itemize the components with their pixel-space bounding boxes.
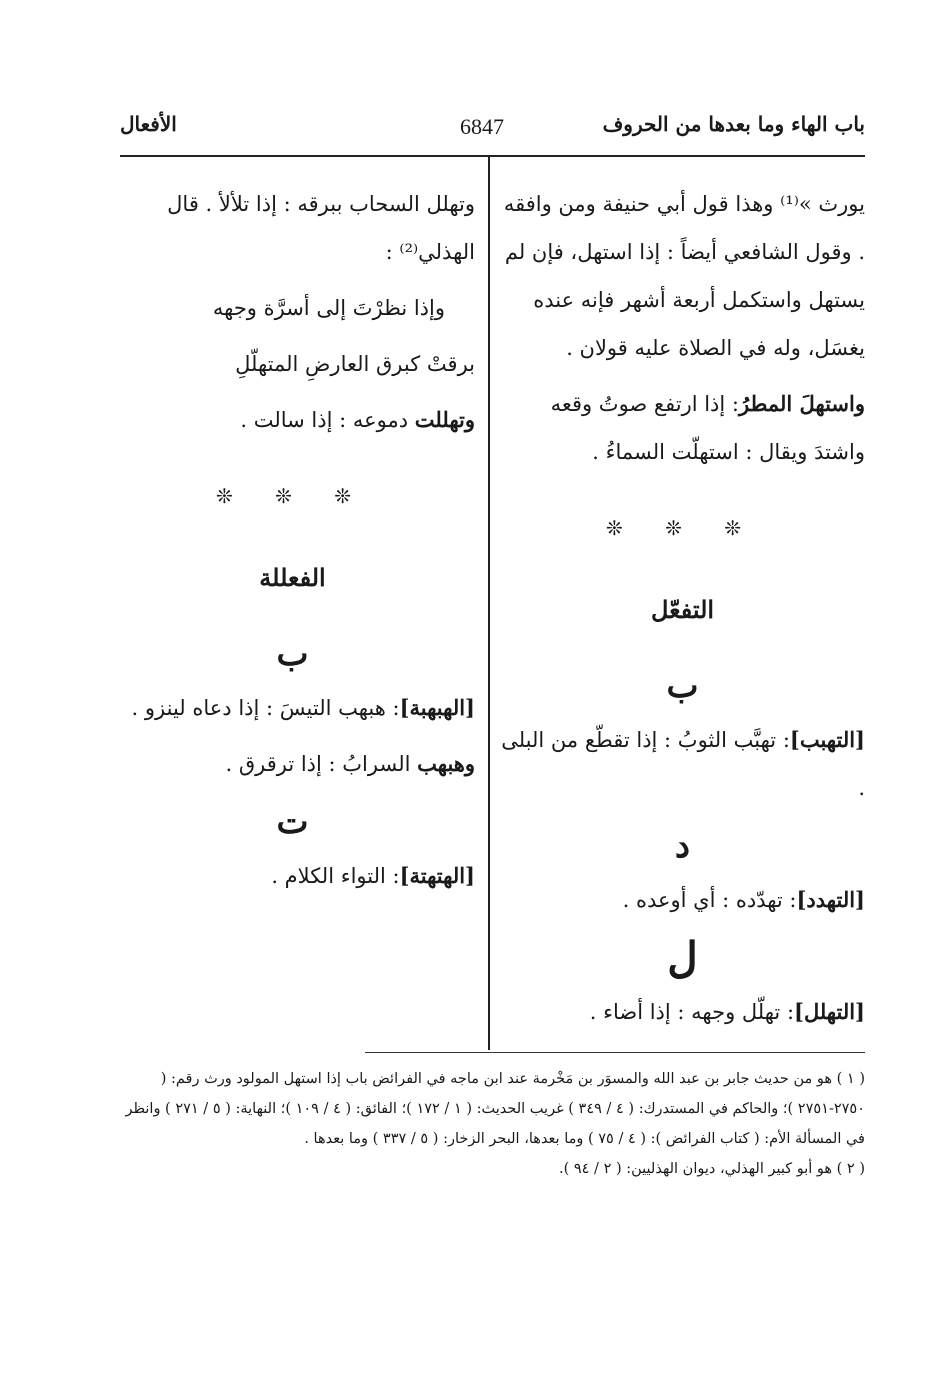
entry-text: : تهبَّب الثوبُ : إذا تقطّع من البلى . [501, 728, 865, 800]
section-heading: الفعللة [259, 563, 326, 592]
entry-headword: [الهبهبة] [399, 695, 475, 720]
entry-text: : تهلّل وجهه : إذا أضاء . [589, 1000, 795, 1024]
entry [500, 876, 865, 924]
verse-line: وإذا نظرْتَ إلى أسرَّة وجهه [212, 296, 445, 320]
letter-heading: د [674, 826, 691, 866]
paragraph: يورث »⁽¹⁾ وهذا قول أبي حنيفة ومن وافقه . وقول الشافعي أيضاً : إذا استهل، فإن لم يستهل واستكمل أربعة أشهر فإنه عنده يغسَل، وله في الصلاة عليه قولان . [503, 192, 865, 360]
letter-heading: ب [666, 666, 699, 706]
chapter-title: باب الهاء وما بعدها من الحروف [602, 112, 865, 136]
column-divider [488, 157, 490, 1050]
entry-headword: واستهلَ المطرُ [739, 391, 865, 416]
entry-headword: وتهللت [414, 407, 475, 432]
entry-headword: [التهدد] [796, 887, 865, 912]
footnote-rule [365, 1052, 865, 1053]
entry-text: : تهدّده : أي أوعده . [622, 888, 797, 912]
section-separator: ❊ ❊ ❊ [216, 484, 369, 508]
letter-heading: ل [667, 933, 698, 982]
entry-headword: [الهتهتة] [399, 863, 475, 888]
entry-text: السرابُ : إذا ترقرق . [225, 752, 411, 776]
left-column [110, 180, 475, 908]
entry [110, 852, 475, 900]
page-number: 6847 [460, 114, 504, 139]
letter-heading: ت [276, 802, 309, 842]
right-column [500, 180, 865, 1044]
letter-heading: ب [276, 634, 309, 674]
paragraph [110, 396, 475, 444]
entry [500, 716, 865, 812]
entry [110, 740, 475, 788]
entry-headword: وهبهب [417, 751, 475, 776]
entry-text: دموعه : إذا سالت . [240, 408, 409, 432]
footnote: ( ١ ) هو من حديث جابر بن عبد الله والمسوَر بن مَخْرمة عند ابن ماجه في الفرائض باب إذا استهل المولود ورث رقم: ( ٢٧٥٠-٢٧٥١ )؛ والحاكم في المستدرك: ( ٤ / ٣٤٩ ) غريب الحديث: ( ١ / ١٧٢ )؛ الفائق: ( ٤ / ١٠٩ )؛ النهاية: ( ٥ / ٢٧١ ) وانظر في المسألة الأم: ( كتاب الفرائض ): ( ٤ / ٧٥ ) وما بعدها، البحر الزخار: ( ٥ / ٣٣٧ ) وما بعدها . [125, 1071, 865, 1147]
entry-headword: [التهلل] [794, 999, 865, 1024]
entry-text: : هبهب التيسَ : إذا دعاه لينزو . [131, 696, 400, 720]
section-title-header: الأفعال [120, 112, 177, 136]
entry-headword: [التهبب] [789, 727, 865, 752]
page-header [120, 108, 865, 156]
entry-text: : إذا ارتفع صوتُ وقعه واشتدَ ويقال : استهلّت السماءُ . [550, 392, 865, 464]
footnotes [110, 1064, 865, 1184]
entry [500, 988, 865, 1036]
section-heading: التفعّل [650, 595, 715, 624]
entry [110, 684, 475, 732]
footnote: ( ٢ ) هو أبو كبير الهذلي، ديوان الهذليين: ( ٢ / ٩٤ ). [558, 1161, 865, 1177]
entry-text: : التواء الكلام . [271, 864, 400, 888]
verse-line: برقتْ كبرق العارضِ المتهلّلِ [235, 352, 475, 376]
paragraph [500, 380, 865, 476]
section-separator: ❊ ❊ ❊ [606, 516, 759, 540]
header-rule [120, 155, 865, 157]
paragraph: وتهلل السحاب ببرقه : إذا تلألأ . قال الهذلي⁽²⁾ : [167, 192, 475, 264]
